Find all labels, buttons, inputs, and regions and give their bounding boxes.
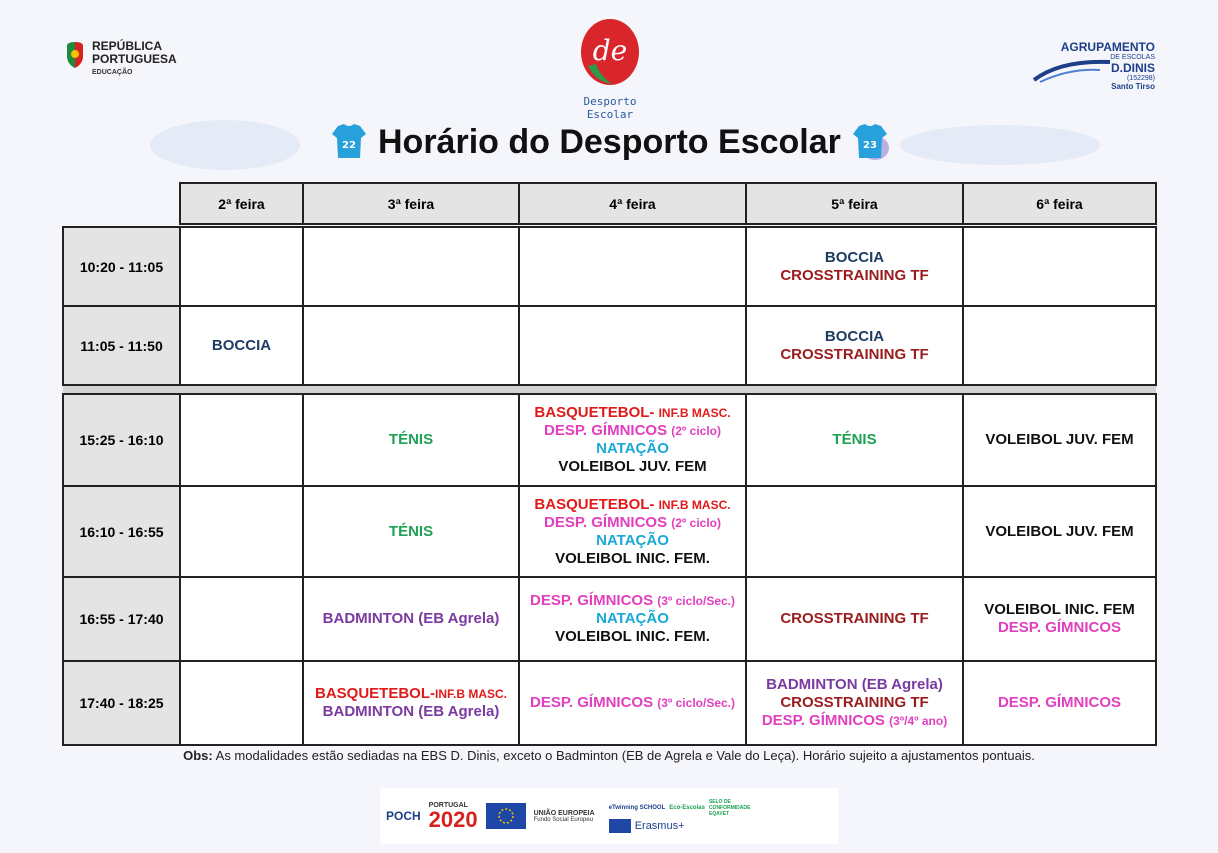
etwinning-label: eTwinning SCHOOL (608, 805, 666, 811)
agrupamento-line3: D.DINIS (1110, 61, 1155, 75)
activity-line (749, 694, 960, 712)
jersey-icon-left (330, 122, 368, 162)
activity-line (306, 703, 516, 721)
schedule-cell (746, 227, 963, 306)
table-row (63, 306, 1156, 385)
activity-line (306, 685, 516, 703)
desporto-escolar-logo (560, 16, 660, 121)
activity-line (749, 249, 960, 267)
eco-label: Eco-Escolas (669, 805, 705, 811)
table-row (63, 394, 1156, 486)
day-header: 6ª feira (963, 183, 1156, 224)
activity-line (966, 619, 1153, 637)
schedule-cell (746, 661, 963, 745)
activity-line (522, 694, 743, 712)
schedule-cell (303, 394, 519, 486)
republica-line2: PORTUGUESA (92, 52, 177, 66)
activity-name: NATAÇÃO (596, 531, 669, 549)
table-corner (63, 183, 180, 224)
republica-line1: REPÚBLICA (92, 39, 163, 53)
schedule-cell (519, 227, 746, 306)
activity-detail: (2º ciclo) (671, 424, 721, 438)
activity-line (966, 694, 1153, 712)
separator-cell (63, 385, 1156, 394)
agrupamento-line5: Santo Tirso (1111, 82, 1155, 91)
activity-line (749, 328, 960, 346)
fse-label: Fundo Social Europeu (533, 816, 593, 823)
time-slot: 16:10 - 16:55 (63, 486, 180, 577)
activity-name: VOLEIBOL JUV. FEM (985, 522, 1134, 540)
eu-flag-small-icon (609, 819, 631, 833)
day-header: 4ª feira (519, 183, 746, 224)
jersey-icon-right (851, 122, 889, 162)
time-slot: 15:25 - 16:10 (63, 394, 180, 486)
activity-line (522, 496, 743, 514)
activity-line (522, 628, 743, 646)
activity-name: NATAÇÃO (596, 440, 669, 457)
activity-line (966, 431, 1153, 449)
schedule-cell (303, 577, 519, 661)
activity-detail: INF.B MASC. (435, 687, 507, 701)
time-slot: 10:20 - 11:05 (63, 227, 180, 306)
schedule-cell (963, 486, 1156, 577)
schedule-cell (519, 306, 746, 385)
activity-line (522, 404, 743, 422)
activity-name: DESP. GÍMNICOS (997, 694, 1122, 711)
agrupamento-logo (1030, 40, 1155, 91)
activity-name: CROSSTRAINING TF (780, 610, 929, 627)
republica-portuguesa-logo (64, 40, 177, 76)
activity-name: DESP. GÍMNICOS (997, 619, 1122, 636)
activity-line (522, 422, 743, 440)
activity-name: BASQUETEBOL- (534, 495, 659, 513)
agrupamento-line2: DE ESCOLAS (1110, 54, 1155, 61)
activity-name: VOLEIBOL JUV. FEM (985, 431, 1134, 448)
eu-flag-icon (486, 803, 526, 829)
activity-line (749, 712, 960, 730)
schedule-cell (746, 306, 963, 385)
day-header: 5ª feira (746, 183, 963, 224)
agrupamento-line1: AGRUPAMENTO (1060, 40, 1155, 54)
republica-line3: EDUCAÇÃO (92, 69, 133, 76)
table-row (63, 486, 1156, 577)
activity-line (306, 610, 516, 628)
portugal-label: PORTUGAL (428, 801, 468, 809)
schedule-cell (963, 661, 1156, 745)
activity-line (522, 592, 743, 610)
activity-detail: (3º ciclo/Sec.) (657, 594, 735, 608)
agrupamento-line4: (152298) (1126, 75, 1155, 82)
activity-name: VOLEIBOL INIC. FEM (984, 601, 1135, 618)
day-header: 2ª feira (180, 183, 303, 224)
activity-line (522, 550, 743, 568)
time-slot: 11:05 - 11:50 (63, 306, 180, 385)
activity-name: DESP. GÍMNICOS (529, 694, 658, 711)
row-separator (63, 385, 1156, 394)
activity-name: TÉNIS (832, 431, 877, 448)
activity-name: BADMINTON (EB Agrela) (766, 676, 943, 693)
activity-line (522, 440, 743, 458)
activity-name: DESP. GÍMNICOS (544, 513, 672, 531)
activity-line (306, 523, 516, 541)
schedule-cell (180, 661, 303, 745)
activity-name: VOLEIBOL JUV. FEM (558, 458, 707, 475)
activity-line (749, 346, 960, 364)
activity-name: DESP. GÍMNICOS (544, 422, 672, 439)
activity-detail: INF.B MASC. (658, 497, 731, 512)
title-row (330, 122, 889, 162)
activity-detail: INF.B MASC. (658, 406, 731, 420)
activity-name: VOLEIBOL INIC. FEM. (555, 628, 710, 645)
header-row (63, 183, 1156, 224)
schedule-cell (746, 486, 963, 577)
activity-name: CROSSTRAINING TF (780, 345, 929, 363)
page-title: Horário do Desporto Escolar (378, 122, 841, 161)
activity-line (522, 610, 743, 628)
schedule-cell (180, 227, 303, 306)
activity-name: BOCCIA (824, 248, 885, 266)
activity-line (306, 431, 516, 449)
schedule-cell (746, 577, 963, 661)
de-mark: de (592, 34, 628, 67)
portugal2020-logo (429, 802, 478, 831)
schedule-cell (180, 394, 303, 486)
obs-label: Obs: (183, 748, 213, 763)
table-row (63, 661, 1156, 745)
activity-line (522, 532, 743, 550)
schedule-cell (519, 486, 746, 577)
erasmus-label: Erasmus+ (634, 820, 685, 832)
activity-name: BASQUETEBOL- (315, 685, 435, 702)
desporto-escolar-icon (578, 16, 642, 88)
time-slot: 17:40 - 18:25 (63, 661, 180, 745)
activity-name: VOLEIBOL INIC. FEM. (555, 549, 710, 567)
activity-line (522, 514, 743, 532)
table-row (63, 227, 1156, 306)
schedule-cell (180, 577, 303, 661)
schedule-cell (180, 306, 303, 385)
activity-name: CROSSTRAINING TF (780, 266, 929, 284)
activity-name: DESP. GÍMNICOS (529, 592, 658, 609)
table-row (63, 577, 1156, 661)
funding-logos-footer (380, 788, 838, 844)
activity-name: DESP. GÍMNICOS (761, 712, 890, 729)
poch-logo: POCH (386, 809, 421, 823)
activity-line (749, 610, 960, 628)
activity-name: NATAÇÃO (596, 610, 669, 627)
schedule-table (62, 182, 1157, 746)
portugal-emblem-icon (64, 40, 86, 70)
schedule-cell (746, 394, 963, 486)
observation-note (0, 748, 1218, 763)
activity-detail: (3º ciclo/Sec.) (657, 696, 735, 710)
schedule-cell (303, 486, 519, 577)
activity-name: BOCCIA (824, 327, 885, 345)
activity-line (749, 267, 960, 285)
activity-name: TÉNIS (388, 431, 434, 448)
activity-line (966, 523, 1153, 541)
schedule-cell (303, 306, 519, 385)
activity-name: BADMINTON (EB Agrela) (322, 610, 500, 627)
activity-name: TÉNIS (388, 522, 434, 540)
activity-line (522, 458, 743, 476)
jersey-left-number: 22 (342, 140, 356, 151)
time-slot: 16:55 - 17:40 (63, 577, 180, 661)
schedule-cell (963, 306, 1156, 385)
activity-name: CROSSTRAINING TF (780, 694, 929, 711)
schedule-cell (519, 577, 746, 661)
desporto-escolar-label: Desporto Escolar (583, 95, 637, 121)
schedule-cell (963, 394, 1156, 486)
ue-label: UNIÃO EUROPEIA (533, 809, 595, 817)
obs-text: As modalidades estão sediadas na EBS D. Dinis, exceto o Badminton (EB de Agrela e Vale do Leça). Horário sujeito a ajustamentos pontuais. (212, 748, 1035, 763)
schedule-cell (303, 227, 519, 306)
schedule-cell (963, 227, 1156, 306)
activity-line (749, 431, 960, 449)
activity-line (183, 337, 300, 355)
p2020-label: 2020 (428, 806, 478, 832)
schedule-cell (303, 661, 519, 745)
activity-name: BADMINTON (EB Agrela) (322, 703, 500, 720)
selo-label: SELO DE CONFORMIDADE EQAVET (708, 799, 751, 817)
activity-detail: (2º ciclo) (671, 515, 721, 530)
schedule-cell (963, 577, 1156, 661)
activity-detail: (3º/4º ano) (889, 714, 948, 728)
day-header: 3ª feira (303, 183, 519, 224)
schedule-cell (519, 661, 746, 745)
jersey-right-number: 23 (862, 140, 877, 151)
agrupamento-swoosh-icon (1030, 54, 1150, 84)
activity-line (966, 601, 1153, 619)
activity-line (749, 676, 960, 694)
activity-name: BASQUETEBOL- (534, 404, 659, 421)
activity-name: BOCCIA (211, 336, 272, 354)
schedule-cell (519, 394, 746, 486)
schedule-cell (180, 486, 303, 577)
